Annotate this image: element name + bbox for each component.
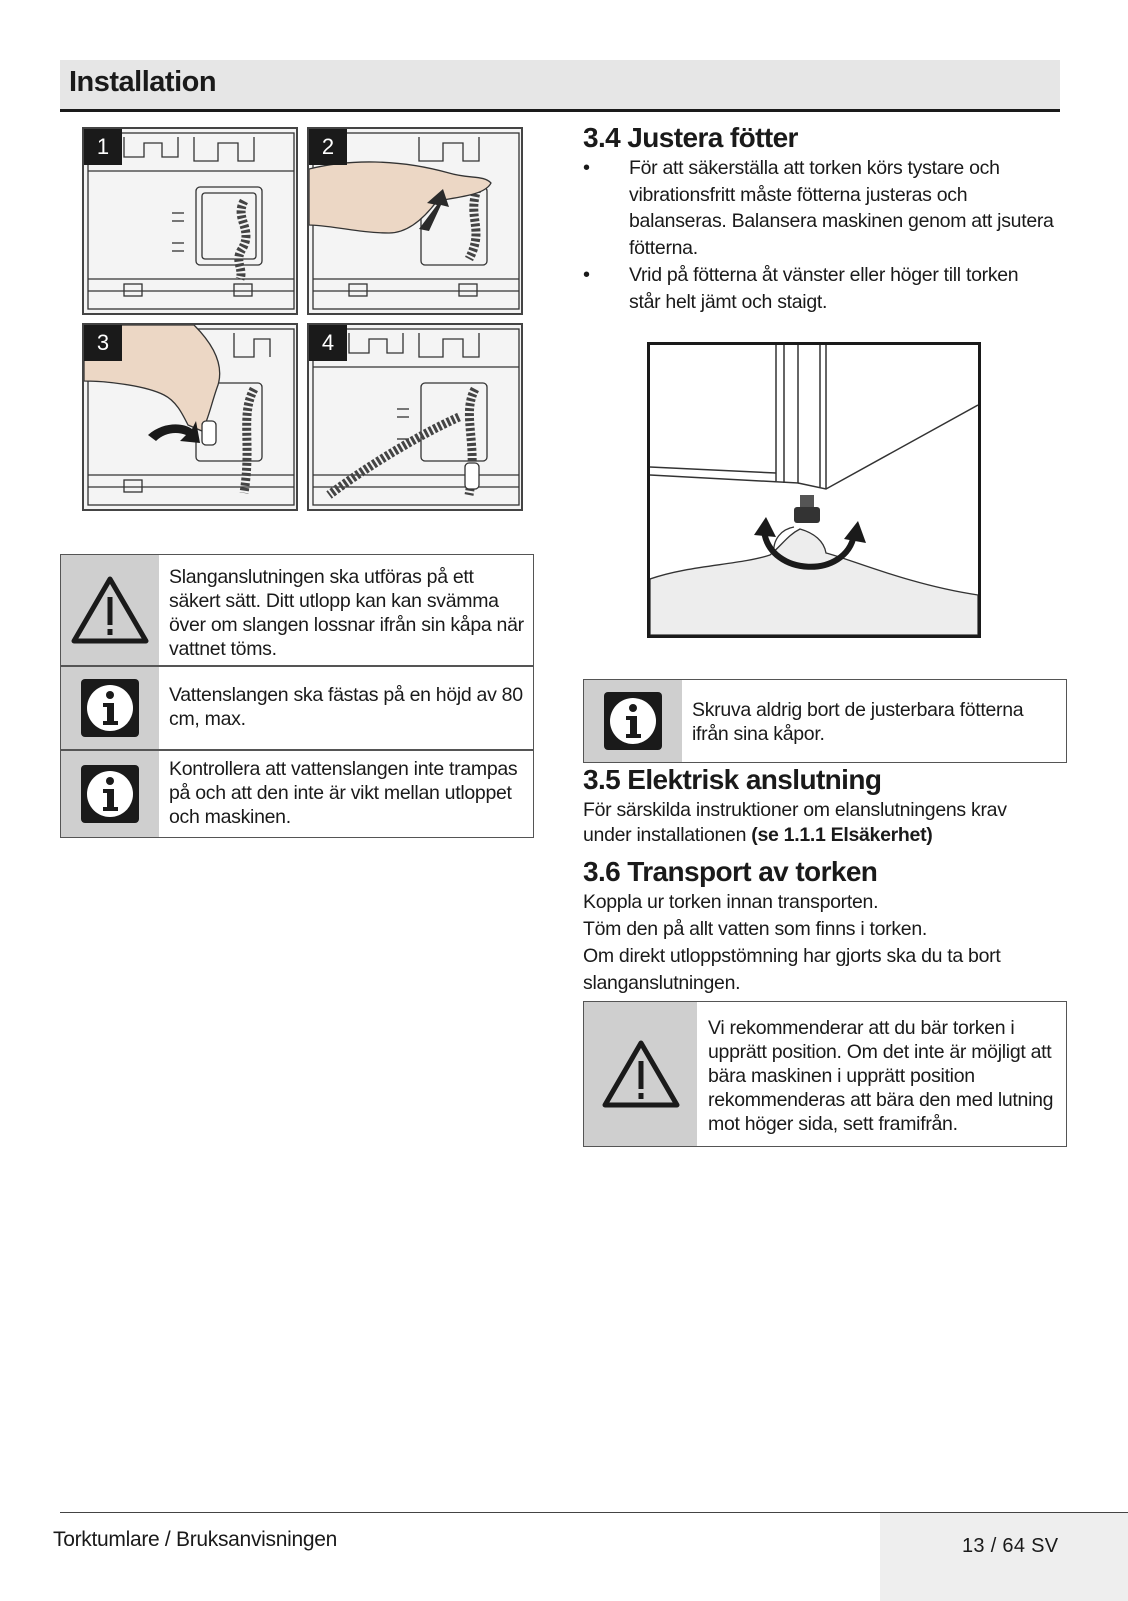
bullet-marker: • <box>583 157 591 179</box>
body-line: Koppla ur torken innan transporten. <box>583 891 879 913</box>
note-text: Kontrollera att vattenslangen inte trampas på och att den inte är vikt mellan utloppet och maskinen. <box>169 758 518 828</box>
note-text: Vattenslangen ska fästas på en höjd av 80 cm, max. <box>169 684 523 730</box>
section-heading-3-6: 3.6 Transport av torken <box>583 856 878 887</box>
note-icon-cell <box>61 555 159 665</box>
section-heading-3-5: 3.5 Elektrisk anslutning <box>583 764 882 795</box>
warning-note <box>60 554 534 666</box>
note-icon-cell <box>584 1002 697 1146</box>
info-note <box>583 679 1067 763</box>
step-1-illustration <box>82 127 298 315</box>
body-text: För särskilda instruktioner om elanslutningens krav under installationen <box>583 799 1007 846</box>
note-icon-cell <box>61 667 159 749</box>
cross-reference: (se 1.1.1 Elsäkerhet) <box>751 824 933 846</box>
info-note <box>60 666 534 750</box>
note-text: Skruva aldrig bort de justerbara fötterna ifrån sina kåpor. <box>692 699 1024 745</box>
bullet-item: Vrid på fötterna åt vänster eller höger till torken står helt jämt och staigt. <box>629 264 1019 313</box>
body-line: Om direkt utloppstömning har gjorts ska du ta bort slanganslutningen. <box>583 945 1001 994</box>
note-icon-cell <box>61 751 159 837</box>
page-title: Installation <box>69 66 217 98</box>
step-number-badge: 2 <box>309 129 347 165</box>
info-icon <box>81 679 139 737</box>
page-number: 13 / 64 SV <box>962 1535 1059 1557</box>
hand-turning-foot-drawing <box>650 345 978 635</box>
footer-document-title: Torktumlare / Bruksanvisningen <box>53 1528 337 1551</box>
warning-note <box>583 1001 1067 1147</box>
warning-icon <box>601 1039 681 1109</box>
step-number-badge: 1 <box>84 129 122 165</box>
note-icon-cell <box>584 680 682 762</box>
warning-icon <box>70 575 150 645</box>
footer-page-box <box>880 1513 1128 1601</box>
hose-installation-steps <box>82 127 532 519</box>
step-number-badge: 4 <box>309 325 347 361</box>
section-header <box>60 60 1060 112</box>
note-text: Slanganslutningen ska utföras på ett säkert sätt. Ditt utlopp kan kan svämma över om slangen lossnar ifrån sin kåpa när vattnet töms. <box>169 566 524 660</box>
note-text: Vi rekommenderar att du bär torken i upprätt position. Om det inte är möjligt att bära maskinen i upprätt position rekommenderas att bära den med lutning mot höger sida, sett framifrån. <box>708 1017 1054 1135</box>
step-3-illustration <box>82 323 298 511</box>
info-icon <box>604 692 662 750</box>
foot-adjustment-illustration <box>647 342 981 638</box>
section-3-5-text <box>583 798 1053 848</box>
step-4-illustration <box>307 323 523 511</box>
section-heading-3-4: 3.4 Justera fötter <box>583 122 798 153</box>
info-icon <box>81 765 139 823</box>
bullet-marker: • <box>583 264 591 286</box>
bullet-item: För att säkerställa att torken körs tystare och vibrationsfritt måste fötterna justeras och balanseras. Balansera maskinen genom att jsutera fötterna. <box>629 157 1054 259</box>
info-note <box>60 750 534 838</box>
step-2-illustration <box>307 127 523 315</box>
body-line: Töm den på allt vatten som finns i torken. <box>583 918 927 940</box>
step-number-badge: 3 <box>84 325 122 361</box>
